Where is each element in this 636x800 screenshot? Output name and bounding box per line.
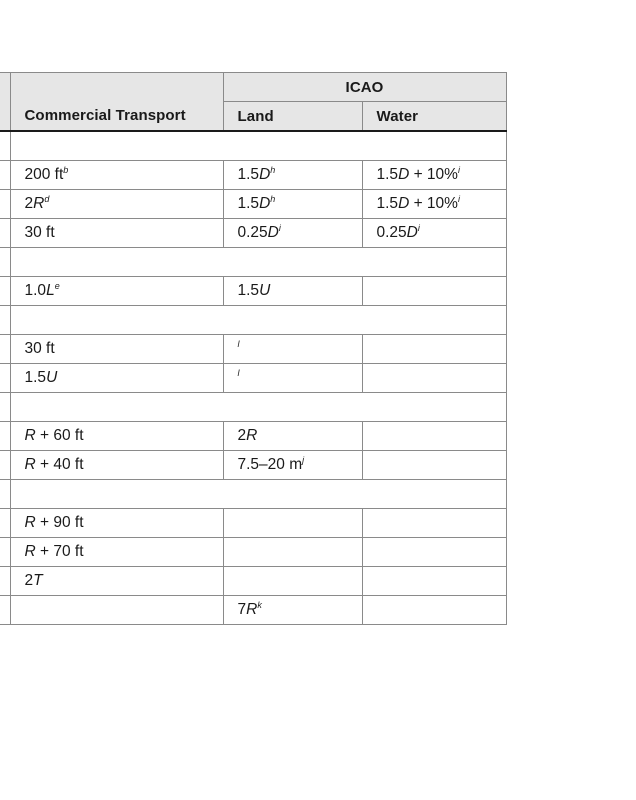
header-row-bottom xyxy=(0,102,506,132)
row-left-cut xyxy=(0,393,10,422)
table-row xyxy=(0,277,506,306)
cell-text: 200 ft xyxy=(24,166,64,183)
commercial-transport-cell xyxy=(10,364,223,393)
icao-land-cell xyxy=(223,422,362,451)
icao-water-cell xyxy=(362,277,506,306)
commercial-transport-cell xyxy=(10,422,223,451)
commercial-transport-cell xyxy=(10,190,223,219)
table-row xyxy=(0,567,506,596)
section-row xyxy=(0,393,506,422)
commercial-transport-cell xyxy=(10,509,223,538)
variable-symbol: D xyxy=(406,224,418,241)
icao-land-cell xyxy=(223,596,362,625)
cell-text: + 10% xyxy=(409,195,458,212)
table-row xyxy=(0,335,506,364)
icao-land-cell xyxy=(223,538,362,567)
footnote-marker: l xyxy=(237,368,240,378)
row-left-cut xyxy=(0,422,10,451)
cell-text: 0.25 xyxy=(237,224,268,241)
icao-water-cell xyxy=(362,596,506,625)
icao-water-cell xyxy=(362,567,506,596)
icao-water-cell xyxy=(362,190,506,219)
icao-water-cell xyxy=(362,335,506,364)
footnote-marker: e xyxy=(54,281,60,291)
icao-water-cell xyxy=(362,161,506,190)
table-row xyxy=(0,422,506,451)
row-left-cut xyxy=(0,219,10,248)
cell-text: 1.5 xyxy=(237,282,260,299)
table-body xyxy=(0,131,506,625)
cell-text: 2 xyxy=(24,195,34,212)
section-spacer xyxy=(10,306,506,335)
variable-symbol: L xyxy=(46,282,55,299)
cell-text: + 70 ft xyxy=(35,543,84,560)
header-cell-empty xyxy=(10,73,223,102)
header-cell-left-cut xyxy=(0,102,10,132)
footnote-marker: h xyxy=(270,194,276,204)
variable-symbol: R xyxy=(24,427,36,444)
header-row-top xyxy=(0,73,506,102)
row-left-cut xyxy=(0,131,10,161)
row-left-cut xyxy=(0,538,10,567)
row-left-cut xyxy=(0,277,10,306)
cell-text: + 40 ft xyxy=(35,456,84,473)
header-commercial-transport: Commercial Transport xyxy=(10,102,223,132)
footnote-marker: d xyxy=(44,194,50,204)
row-left-cut xyxy=(0,364,10,393)
header-cell-left-cut xyxy=(0,73,10,102)
cell-text: 1.5 xyxy=(237,166,260,183)
cell-text: + 90 ft xyxy=(35,514,84,531)
section-row xyxy=(0,248,506,277)
icao-land-cell xyxy=(223,277,362,306)
header-water: Water xyxy=(362,102,506,132)
row-left-cut xyxy=(0,190,10,219)
clearance-table xyxy=(0,72,507,625)
cell-text: 0.25 xyxy=(376,224,407,241)
row-left-cut xyxy=(0,335,10,364)
icao-land-cell xyxy=(223,364,362,393)
table-row xyxy=(0,190,506,219)
cell-text: 2 xyxy=(237,427,247,444)
icao-land-cell xyxy=(223,161,362,190)
table-row xyxy=(0,161,506,190)
cell-text: + 60 ft xyxy=(35,427,84,444)
icao-land-cell xyxy=(223,190,362,219)
variable-symbol: R xyxy=(33,195,45,212)
section-row xyxy=(0,480,506,509)
variable-symbol: U xyxy=(46,369,58,386)
table-row xyxy=(0,219,506,248)
cell-text: 7 xyxy=(237,601,247,618)
table-row xyxy=(0,364,506,393)
variable-symbol: D xyxy=(259,195,271,212)
cell-text: 1.5 xyxy=(237,195,260,212)
icao-water-cell xyxy=(362,219,506,248)
variable-symbol: D xyxy=(398,195,410,212)
row-left-cut xyxy=(0,248,10,277)
icao-water-cell xyxy=(362,538,506,567)
section-spacer xyxy=(10,480,506,509)
footnote-marker: i xyxy=(278,223,281,233)
row-left-cut xyxy=(0,306,10,335)
table-row xyxy=(0,538,506,567)
row-left-cut xyxy=(0,480,10,509)
commercial-transport-cell xyxy=(10,596,223,625)
cell-text: 30 ft xyxy=(24,340,55,357)
cell-text: 1.5 xyxy=(24,369,47,386)
footnote-marker: i xyxy=(417,223,420,233)
variable-symbol: R xyxy=(24,514,36,531)
icao-land-cell xyxy=(223,509,362,538)
variable-symbol: R xyxy=(24,456,36,473)
section-spacer xyxy=(10,248,506,277)
commercial-transport-cell xyxy=(10,335,223,364)
icao-water-cell xyxy=(362,364,506,393)
icao-land-cell xyxy=(223,335,362,364)
cell-text: 30 ft xyxy=(24,224,55,241)
cell-text: 1.5 xyxy=(376,166,399,183)
variable-symbol: R xyxy=(246,601,258,618)
row-left-cut xyxy=(0,161,10,190)
header-land: Land xyxy=(223,102,362,132)
section-row xyxy=(0,306,506,335)
variable-symbol: D xyxy=(267,224,279,241)
footnote-marker: k xyxy=(257,600,262,610)
cell-text: 2 xyxy=(24,572,34,589)
cell-text: + 10% xyxy=(409,166,458,183)
commercial-transport-cell xyxy=(10,277,223,306)
row-left-cut xyxy=(0,596,10,625)
variable-symbol: D xyxy=(259,166,271,183)
table-row xyxy=(0,451,506,480)
icao-water-cell xyxy=(362,422,506,451)
icao-land-cell xyxy=(223,219,362,248)
commercial-transport-cell xyxy=(10,538,223,567)
cell-text: 1.0 xyxy=(24,282,47,299)
icao-water-cell xyxy=(362,509,506,538)
commercial-transport-cell xyxy=(10,219,223,248)
header-icao: ICAO xyxy=(223,73,506,102)
table-row xyxy=(0,596,506,625)
section-spacer xyxy=(10,393,506,422)
icao-water-cell xyxy=(362,451,506,480)
table-row xyxy=(0,509,506,538)
footnote-marker: h xyxy=(270,165,276,175)
row-left-cut xyxy=(0,451,10,480)
footnote-marker: l xyxy=(237,339,240,349)
variable-symbol: U xyxy=(259,282,271,299)
icao-land-cell xyxy=(223,451,362,480)
footnote-marker: b xyxy=(63,165,69,175)
section-spacer xyxy=(10,131,506,161)
commercial-transport-cell xyxy=(10,451,223,480)
commercial-transport-cell xyxy=(10,161,223,190)
row-left-cut xyxy=(0,509,10,538)
commercial-transport-cell xyxy=(10,567,223,596)
variable-symbol: R xyxy=(246,427,258,444)
footnote-marker: i xyxy=(457,165,460,175)
cell-text: 1.5 xyxy=(376,195,399,212)
row-left-cut xyxy=(0,567,10,596)
icao-land-cell xyxy=(223,567,362,596)
cell-text: 7.5–20 m xyxy=(237,456,303,473)
clearance-table-container xyxy=(0,72,506,625)
variable-symbol: T xyxy=(33,572,43,589)
footnote-marker: j xyxy=(302,455,305,465)
section-row xyxy=(0,131,506,161)
variable-symbol: D xyxy=(398,166,410,183)
footnote-marker: i xyxy=(457,194,460,204)
variable-symbol: R xyxy=(24,543,36,560)
